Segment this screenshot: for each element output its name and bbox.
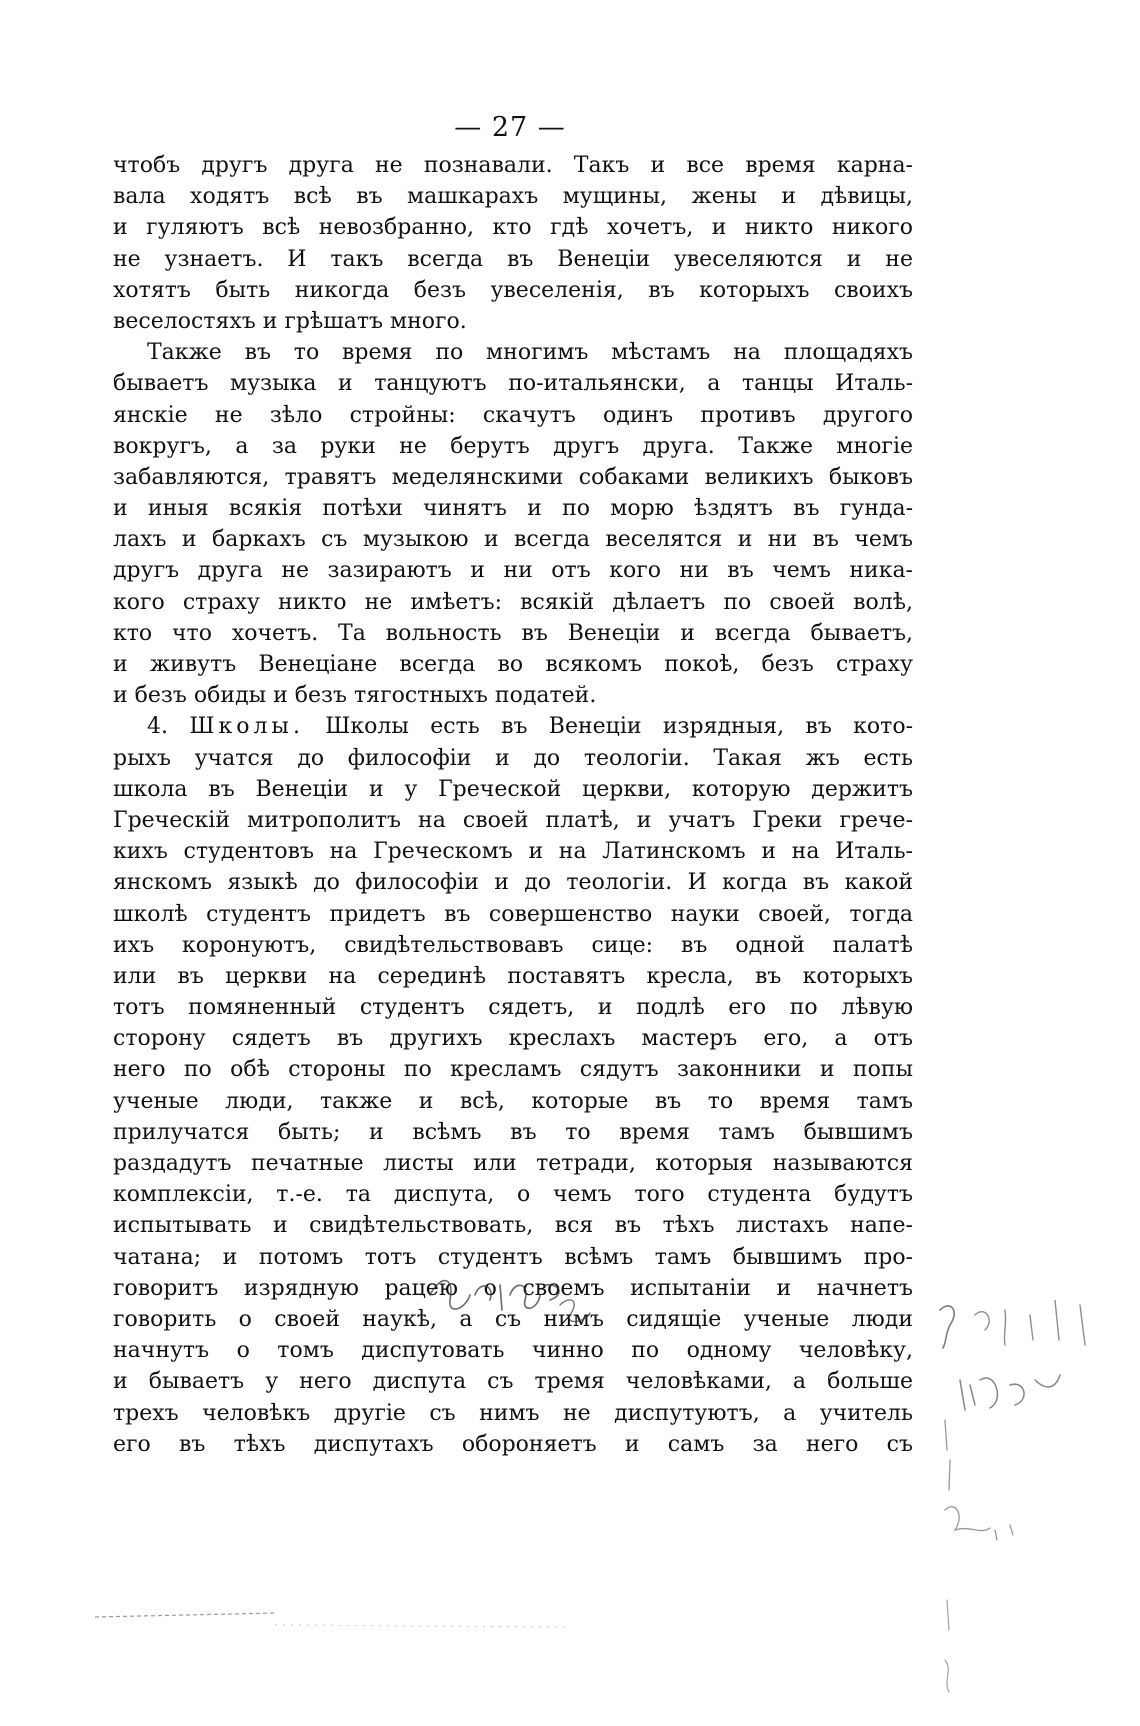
text-line: прилучатся быть; и всѣмъ въ то время тамъ бывшимъ — [113, 1119, 913, 1145]
text-line: Греческій митрополитъ на своей платѣ, и учатъ Греки грече- — [113, 807, 913, 833]
text-line: Школы есть въ Венеціи изрядныя, въ кото- — [325, 714, 914, 740]
text-line: начнутъ о томъ диспутовать чинно по одному человѣку, — [113, 1338, 913, 1364]
text-line: другъ друга не зазираютъ и ни отъ кого ни въ чемъ ника- — [113, 558, 913, 584]
text-line: его въ тѣхъ диспутахъ обороняетъ и самъ за него съ — [113, 1431, 913, 1457]
text-line: хотятъ быть никогда безъ увеселенія, въ которыхъ своихъ — [113, 277, 913, 303]
text-line: кого страху никто не имѣетъ: всякій дѣлаетъ по своей волѣ, — [113, 589, 913, 615]
text-line: рыхъ учатся до философіи и до теологіи. Такая жъ есть — [113, 745, 913, 771]
text-line: вокругъ, а за руки не берутъ другъ друга. Также многіе — [113, 433, 913, 459]
text-line: школѣ студентъ придетъ въ совершенство науки своей, тогда — [113, 901, 913, 927]
page-number: — 27 — — [454, 112, 566, 143]
text-line: забавляются, травятъ меделянскими собаками великихъ быковъ — [113, 464, 913, 490]
text-line: испытывать и свидѣтельствовать, вся въ тѣхъ листахъ напе- — [113, 1213, 913, 1239]
section-heading-line — [113, 711, 913, 742]
text-line: и бываетъ у него диспута съ тремя человѣками, а больше — [113, 1369, 913, 1395]
margin-annotations — [935, 1300, 1135, 1720]
text-line: и безъ обиды и безъ тягостныхъ податей. — [113, 683, 597, 709]
text-line: чтобъ другъ друга не познавали. Такъ и все время карна- — [113, 153, 913, 178]
text-line: и иныя всякія потѣхи чинятъ и по морю ѣздятъ въ гунда- — [113, 496, 913, 522]
text-line: него по обѣ стороны по кресламъ сядутъ законники и попы — [113, 1057, 913, 1083]
text-line: лахъ и баркахъ съ музыкою и всегда веселятся и ни въ чемъ — [113, 527, 913, 553]
text-line: раздадутъ печатные листы или тетради, которыя называются — [113, 1151, 913, 1176]
text-line: или въ церкви на серединѣ поставятъ кресла, въ которыхъ — [113, 963, 913, 989]
text-line: янскіе не зѣло стройны: скачутъ одинъ противъ другого — [113, 402, 913, 428]
text-line: говорить о своей наукѣ, а съ нимъ сидящіе ученые люди — [113, 1306, 913, 1332]
pencil-underline — [95, 1605, 655, 1645]
dashed-underline-icon — [95, 1605, 655, 1645]
text-line: и гуляютъ всѣ невозбранно, кто гдѣ хочетъ, и никто никого — [113, 215, 913, 241]
section-heading: Школы. — [189, 714, 304, 740]
text-line: чатана; и потомъ тотъ студентъ всѣмъ тамъ бывшимъ про- — [113, 1244, 913, 1270]
text-line: кихъ студентовъ на Греческомъ и на Латинскомъ и на Италь- — [113, 839, 913, 865]
text-line: вала ходятъ всѣ въ машкарахъ мущины, жены и дѣвицы, — [113, 184, 913, 210]
text-line: веселостяхъ и грѣшатъ много. — [113, 308, 467, 334]
text-line: ихъ коронуютъ, свидѣтельствовавъ сице: въ одной палатѣ — [113, 932, 913, 958]
section-number: 4. — [147, 714, 168, 740]
text-line: бываетъ музыка и танцуютъ по-итальянски, а танцы Италь- — [113, 371, 913, 397]
text-line: сторону сядетъ въ другихъ креслахъ мастеръ его, а отъ — [113, 1026, 913, 1052]
text-line: говоритъ изрядную рацею о своемъ испытаніи и начнетъ — [113, 1275, 913, 1301]
text-line: школа въ Венеціи и у Греческой церкви, которую держитъ — [113, 776, 913, 802]
text-line: трехъ человѣкъ другіе съ нимъ не диспутуютъ, а учитель — [113, 1400, 913, 1426]
text-line: ученые люди, также и всѣ, которые въ то время тамъ — [113, 1088, 913, 1114]
text-line: янскомъ языкѣ до философіи и до теологіи. И когда въ какой — [113, 870, 913, 896]
text-line: тотъ помяненный студентъ сядетъ, и подлѣ его по лѣвую — [113, 995, 913, 1021]
text-line: комплексіи, т.-е. та диспута, о чемъ того студента будутъ — [113, 1182, 913, 1208]
text-line: не узнаетъ. И такъ всегда въ Венеціи увеселяются и не — [113, 246, 913, 272]
text-line: кто что хочетъ. Та вольность въ Венеціи и всегда бываетъ, — [113, 620, 913, 646]
handwritten-annotation — [420, 1255, 600, 1345]
text-line: Также въ то время по многимъ мѣстамъ на площадяхъ — [147, 340, 913, 366]
handwriting-scribble-icon — [420, 1255, 600, 1345]
text-line: и живутъ Венеціане всегда во всякомъ покоѣ, безъ страху — [113, 652, 913, 677]
margin-scribbles-icon — [935, 1300, 1135, 1720]
